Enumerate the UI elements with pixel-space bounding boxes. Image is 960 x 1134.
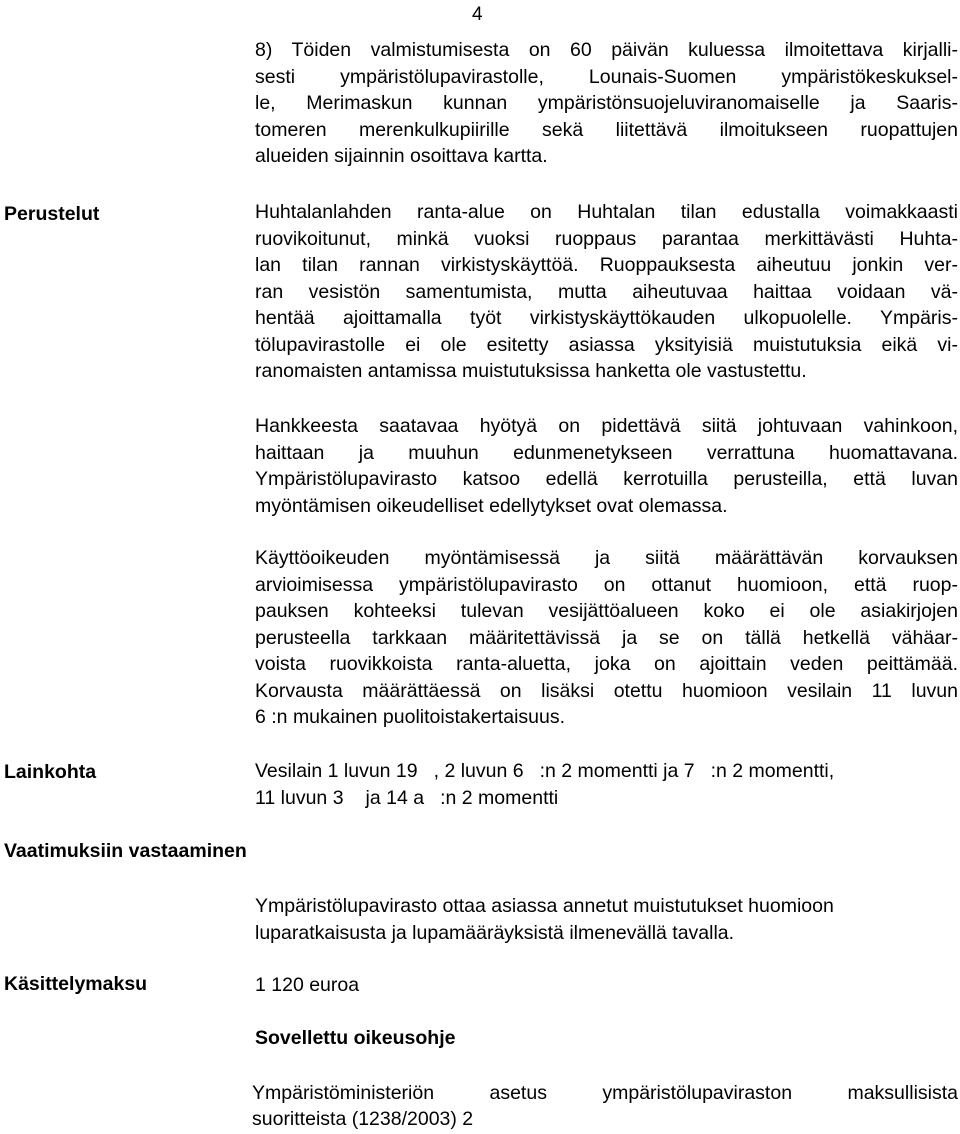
text-fragment: , 2 luvun 6	[433, 760, 524, 782]
kasittelymaksu-heading: Käsittelymaksu	[4, 973, 148, 995]
text-fragment: :n 2 momentti,	[710, 760, 835, 782]
text-line: Ympäristölupavirasto katsoo edellä kerrotuilla perusteilla, että luvan	[255, 468, 958, 490]
text-line: le, Merimaskun kunnan ympäristönsuojeluviranomaiselle ja Saaris-	[255, 92, 958, 114]
sovellettu-heading	[255, 1025, 958, 1052]
text-line: tomeren merenkulkupiirille sekä liitettävä ilmoitukseen ruopattujen	[255, 118, 958, 141]
text-line: hentää ajoittamalla työt virkistyskäyttökauden ulkopuolelle. Ympäris-	[255, 307, 958, 329]
text-line	[252, 1106, 958, 1132]
text-line: 1 120 euroa	[255, 974, 360, 996]
text-line: ruovikoitunut, minkä vuoksi ruoppaus parantaa merkittävästi Huhta-	[255, 227, 958, 250]
text-fragment: :n 2 momentti ja 7	[539, 760, 695, 782]
section-sign-placeholder	[526, 760, 540, 782]
text-fragment: suoritteista (1238/2003) 2	[252, 1108, 474, 1130]
text-line: perusteella tarkkaan määritettävissä ja se on tällä hetkellä vähäar-	[255, 626, 958, 649]
text-line: Ympäristöministeriön asetus ympäristölupaviraston maksullisista	[252, 1082, 958, 1104]
text-line: Korvausta määrättäessä on lisäksi otettu huomioon vesilain 11 luvun	[255, 679, 958, 702]
text-line: ranomaisten antamissa muistutuksissa hanketta ole vastustettu.	[255, 360, 807, 382]
sovellettu-text	[252, 1080, 958, 1132]
text-line: sesti ympäristölupavirastolle, Lounais-Suomen ympäristökeskuksel-	[255, 65, 958, 88]
text-fragment: ja 14 a	[365, 786, 425, 809]
perustelut-paragraph-2	[255, 413, 958, 519]
text-line: Huhtalanlahden ranta-alue on Huhtalan tilan edustalla voimakkaasti	[255, 201, 958, 223]
text-line: Käyttöoikeuden myöntämisessä ja siitä määrättävän korvauksen	[255, 547, 958, 569]
vaatimuksiin-heading: Vaatimuksiin vastaaminen	[4, 840, 247, 862]
text-line: alueiden sijainnin osoittava kartta.	[255, 145, 548, 167]
section-sign-placeholder	[346, 787, 360, 809]
text-fragment: :n 2 momentti	[440, 786, 559, 809]
text-line: ran vesistön samentumista, mutta aiheutuvaa haittaa voidaan vä-	[255, 280, 958, 303]
item-8-paragraph	[255, 37, 958, 170]
section-sign-placeholder	[426, 787, 440, 809]
text-line: tölupavirastolle ei ole esitetty asiassa yksityisiä muistutuksia eikä vi-	[255, 333, 958, 356]
page-number: 4	[472, 4, 483, 25]
text-line: lan tilan rannan virkistyskäyttöä. Ruoppauksesta aiheutuu jonkin ver-	[255, 254, 958, 276]
section-sign-placeholder	[475, 1108, 489, 1130]
lainkohta-text	[255, 758, 958, 811]
text-line: pauksen kohteeksi tulevan vesijättöalueen koko ei ole asiakirjojen	[255, 600, 958, 622]
text-line: Hankkeesta saatavaa hyötyä on pidettävä siitä johtuvaan vahinkoon,	[255, 415, 958, 437]
text-line: haittaan ja muuhun edunmenetykseen verrattuna huomattavana.	[255, 441, 958, 464]
vaatimuksiin-text	[255, 893, 958, 946]
text-line: 8) Töiden valmistumisesta on 60 päivän kuluessa ilmoitettava kirjalli-	[255, 39, 958, 61]
section-sign-placeholder	[697, 760, 711, 782]
text-line: luparatkaisusta ja lupamääräyksistä ilmenevällä tavalla.	[255, 921, 735, 944]
perustelut-paragraph-3	[255, 545, 958, 731]
text-line: Sovellettu oikeusohje	[255, 1027, 456, 1049]
text-line	[255, 785, 958, 812]
text-fragment: 11 luvun 3	[255, 786, 344, 809]
perustelut-paragraph-1	[255, 199, 958, 385]
text-line: arvioimisessa ympäristölupavirasto on ottanut huomioon, että ruop-	[255, 573, 958, 596]
text-line: 6 :n mukainen puolitoistakertaisuus.	[255, 706, 566, 728]
kasittelymaksu-amount	[255, 972, 958, 999]
text-fragment: Vesilain 1 luvun 19	[255, 760, 418, 782]
text-line: Ympäristölupavirasto ottaa asiassa annetut muistutukset huomioon	[255, 895, 834, 917]
perustelut-heading: Perustelut	[4, 203, 100, 225]
text-line: voista ruovikkoista ranta-aluetta, joka on ajoittain veden peittämää.	[255, 653, 958, 675]
lainkohta-heading: Lainkohta	[4, 761, 97, 783]
section-sign-placeholder	[420, 760, 434, 782]
text-line	[255, 758, 958, 785]
text-line: myöntämisen oikeudelliset edellytykset ovat olemassa.	[255, 494, 728, 517]
